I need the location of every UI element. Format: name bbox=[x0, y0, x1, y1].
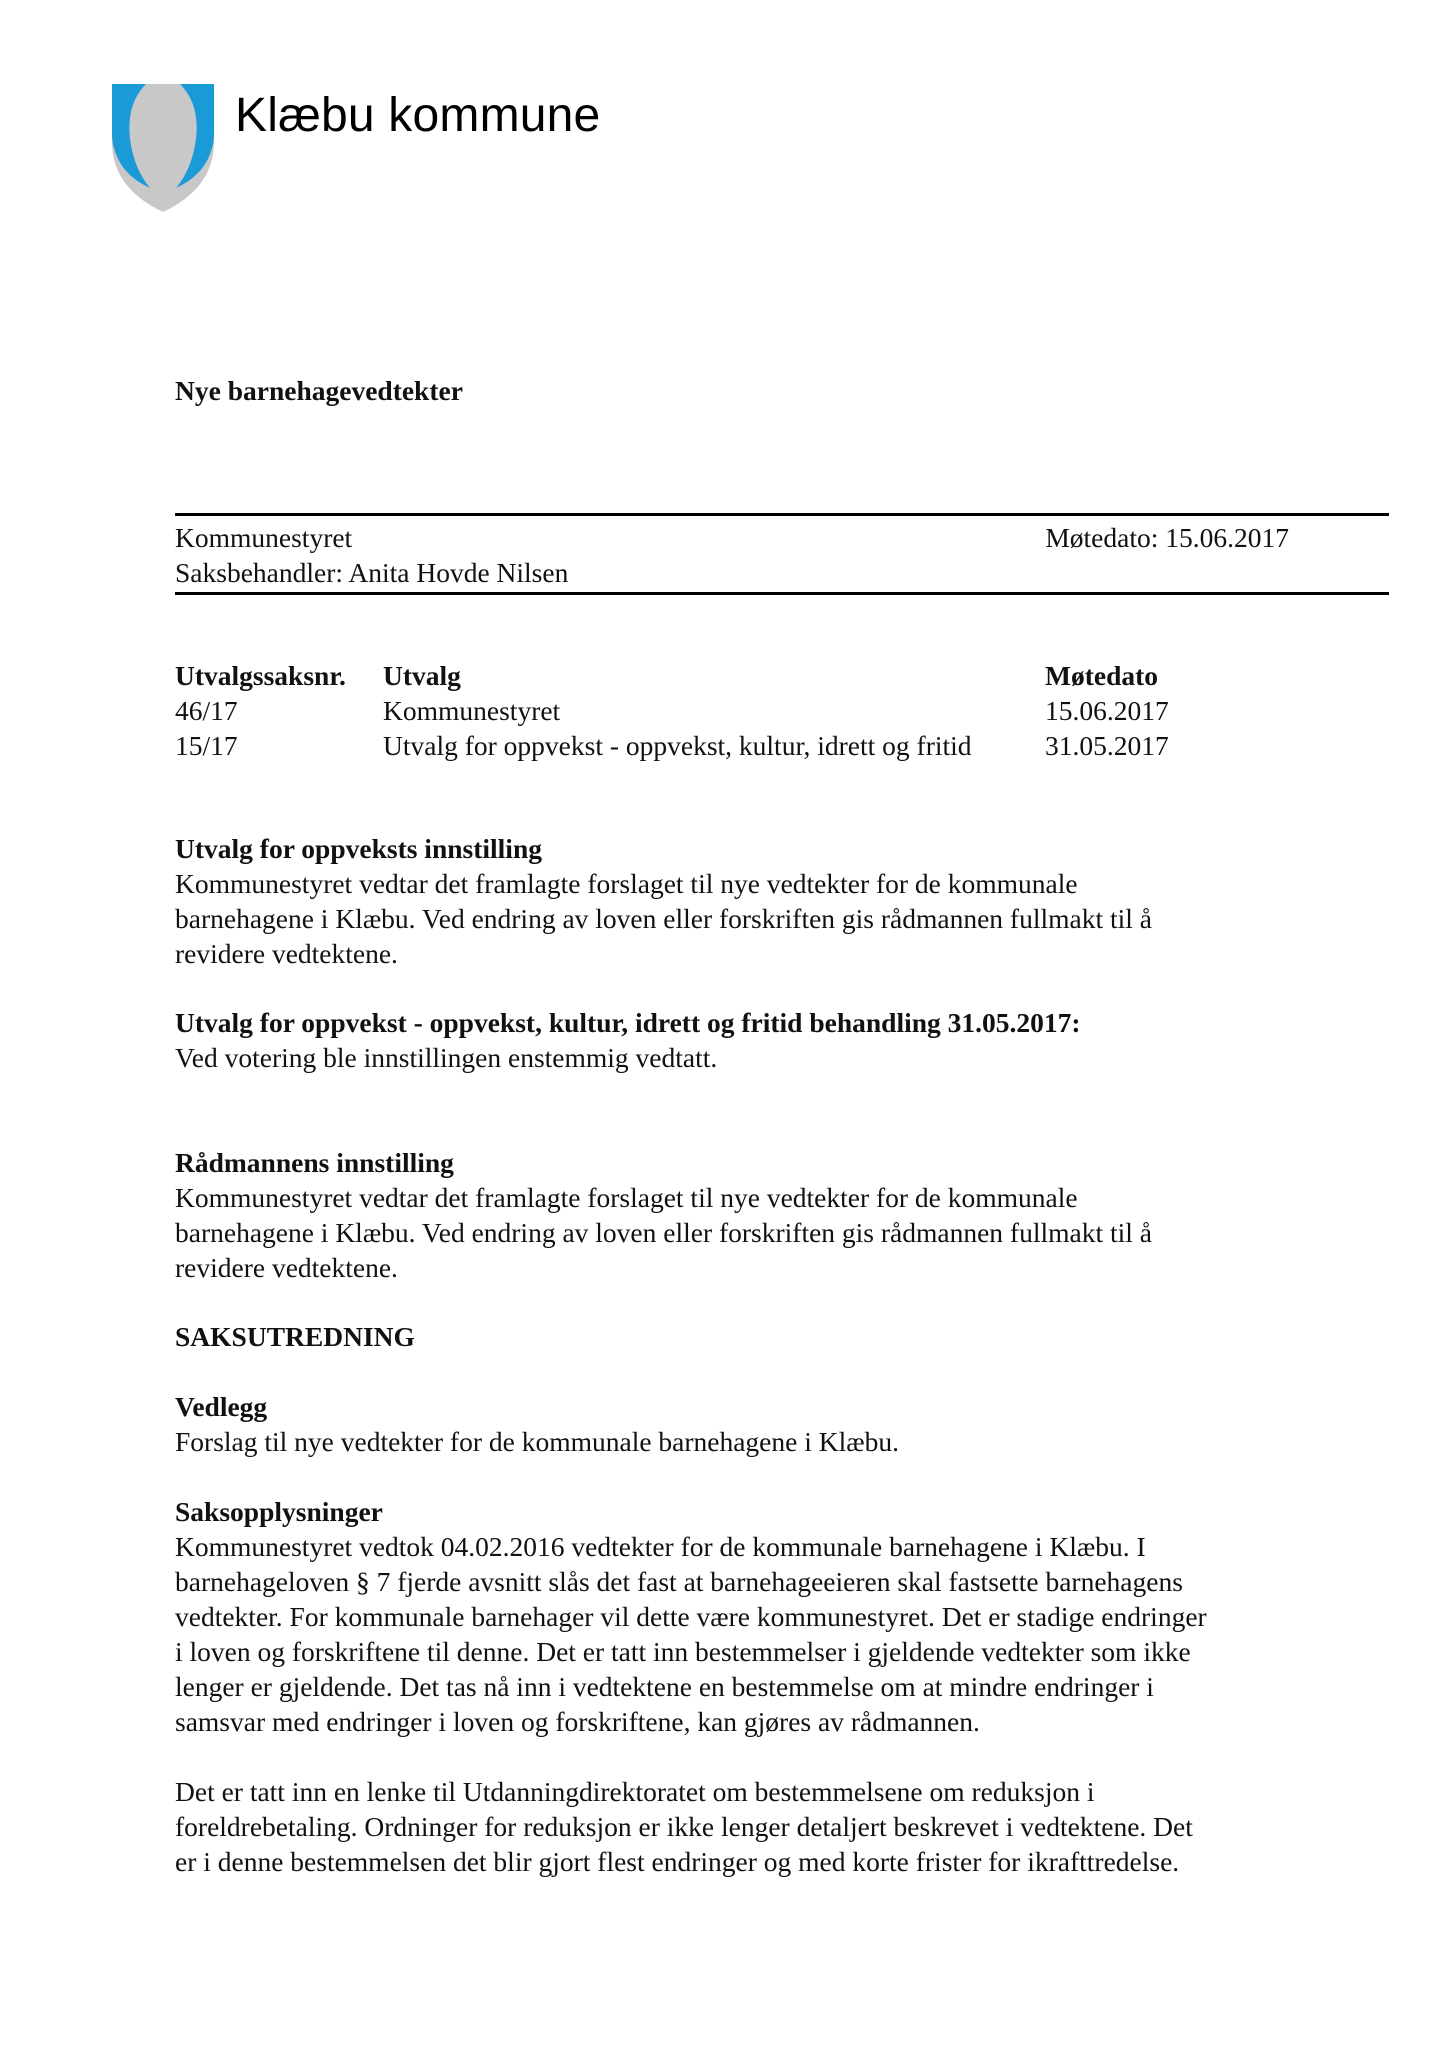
paragraph-line: revidere vedtektene. bbox=[175, 1252, 398, 1283]
paragraph-line: er i denne bestemmelsen det blir gjort flest endringer og med korte frister for ikrafttredelse. bbox=[175, 1846, 1180, 1877]
case-number: 15/17 bbox=[175, 730, 238, 761]
paragraph-line: Ved votering ble innstillingen enstemmig vedtatt. bbox=[175, 1042, 718, 1073]
section-heading: SAKSUTREDNING bbox=[175, 1321, 415, 1352]
meeting-meta-block bbox=[175, 513, 1389, 595]
case-committee: Kommunestyret bbox=[383, 695, 561, 726]
section-heading: Utvalg for oppveksts innstilling bbox=[175, 833, 542, 864]
case-committee: Utvalg for oppvekst - oppvekst, kultur, idrett og fritid bbox=[383, 730, 972, 761]
mayor-recommendation-section bbox=[175, 1145, 1389, 1285]
case-date: 15.06.2017 bbox=[1045, 695, 1169, 726]
paragraph-line: Kommunestyret vedtar det framlagte forslaget til nye vedtekter for de kommunale bbox=[175, 1182, 1078, 1213]
section-heading: Saksopplysninger bbox=[175, 1496, 383, 1527]
paragraph-line: Kommunestyret vedtok 04.02.2016 vedtekter for de kommunale barnehagene i Klæbu. I bbox=[175, 1531, 1146, 1562]
paragraph-line: barnehageloven § 7 fjerde avsnitt slås det fast at barnehageeieren skal fastsette barnehagens bbox=[175, 1566, 1183, 1597]
case-table bbox=[175, 658, 1169, 763]
case-report-section bbox=[175, 1319, 1389, 1354]
paragraph-line: barnehagene i Klæbu. Ved endring av loven eller forskriften gis rådmannen fullmakt til å bbox=[175, 903, 1152, 934]
paragraph-line: vedtekter. For kommunale barnehager vil dette være kommunestyret. Det er stadige endringer bbox=[175, 1601, 1207, 1632]
case-table-header-committee: Utvalg bbox=[383, 660, 461, 691]
meta-case-officer: Saksbehandler: Anita Hovde Nilsen bbox=[175, 557, 569, 588]
case-table-header-number: Utvalgssaksnr. bbox=[175, 660, 346, 691]
meta-meeting-date: Møtedato: 15.06.2017 bbox=[1045, 522, 1289, 553]
paragraph-line: samsvar med endringer i loven og forskriftene, kan gjøres av rådmannen. bbox=[175, 1706, 980, 1737]
org-name: Klæbu kommune bbox=[235, 89, 601, 142]
meta-body: Kommunestyret bbox=[175, 522, 353, 553]
committee-recommendation-section bbox=[175, 831, 1389, 971]
paragraph-line: Kommunestyret vedtar det framlagte forslaget til nye vedtekter for de kommunale bbox=[175, 868, 1078, 899]
paragraph-line: lenger er gjeldende. Det tas nå inn i vedtektene en bestemmelse om at mindre endringer i bbox=[175, 1671, 1154, 1702]
section-heading: Vedlegg bbox=[175, 1391, 268, 1422]
section-heading: Utvalg for oppvekst - oppvekst, kultur, idrett og fritid behandling 31.05.2017: bbox=[175, 1007, 1081, 1038]
paragraph-line: Forslag til nye vedtekter for de kommunale barnehagene i Klæbu. bbox=[175, 1426, 899, 1457]
paragraph-line: foreldrebetaling. Ordninger for reduksjon er ikke lenger detaljert beskrevet i vedtektene. Det bbox=[175, 1811, 1193, 1842]
table-row bbox=[175, 728, 1169, 763]
case-table-header-date: Møtedato bbox=[1045, 660, 1159, 691]
section-heading: Rådmannens innstilling bbox=[175, 1147, 454, 1178]
committee-treatment-section bbox=[175, 1005, 1389, 1075]
case-table-header bbox=[175, 658, 1169, 693]
paragraph-line: revidere vedtektene. bbox=[175, 938, 398, 969]
municipality-coat-of-arms-logo bbox=[110, 84, 216, 214]
case-number: 46/17 bbox=[175, 695, 238, 726]
paragraph-line: i loven og forskriftene til denne. Det er tatt inn bestemmelser i gjeldende vedtekter som ikke bbox=[175, 1636, 1191, 1667]
paragraph-line: barnehagene i Klæbu. Ved endring av loven eller forskriften gis rådmannen fullmakt til å bbox=[175, 1217, 1152, 1248]
attachments-section bbox=[175, 1389, 1389, 1459]
paragraph-line: Det er tatt inn en lenke til Utdanningdirektoratet om bestemmelsene om reduksjon i bbox=[175, 1776, 1095, 1807]
case-date: 31.05.2017 bbox=[1045, 730, 1169, 761]
table-row bbox=[175, 693, 1169, 728]
case-info-section bbox=[175, 1494, 1389, 1739]
document-title: Nye barnehagevedtekter bbox=[175, 375, 463, 406]
case-info-continued-section bbox=[175, 1774, 1389, 1879]
